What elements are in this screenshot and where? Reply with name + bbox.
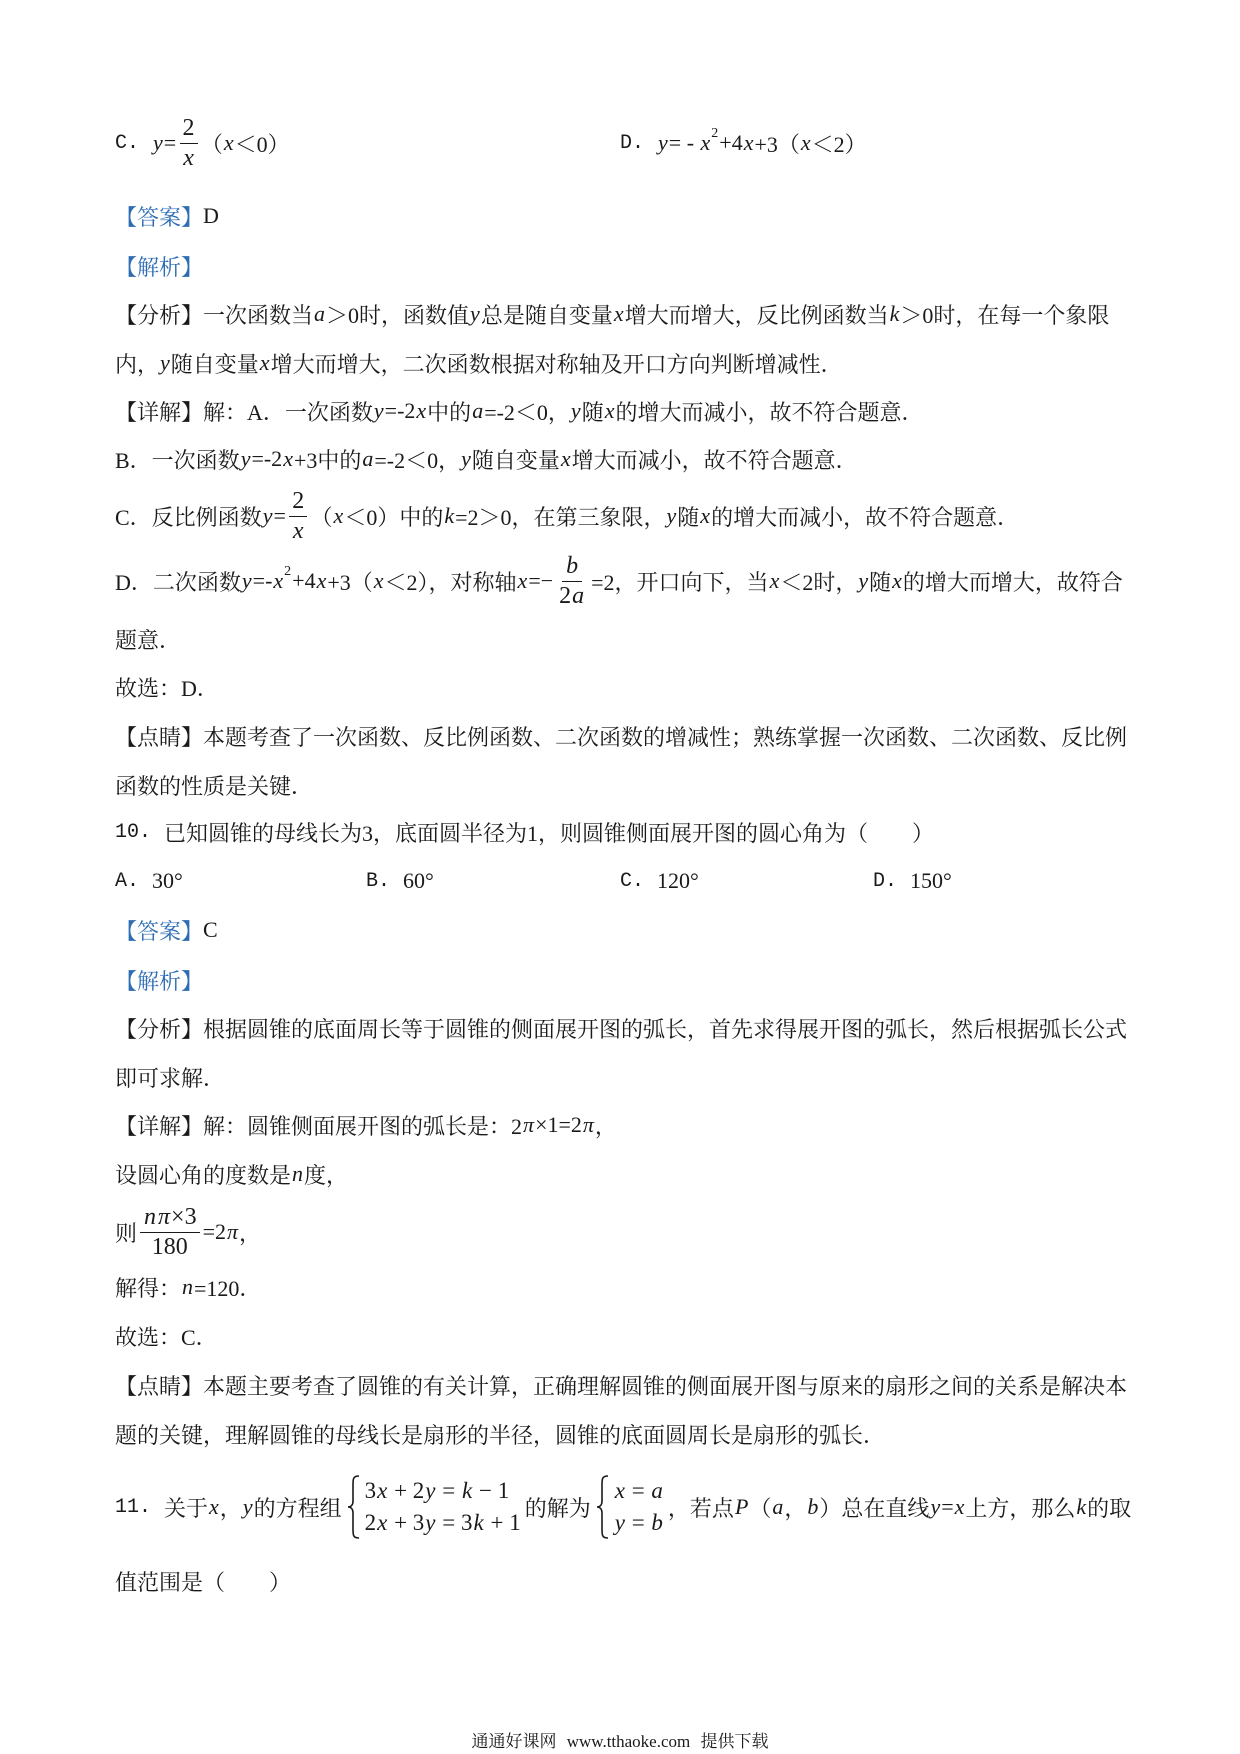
section-tag: 【答案】: [115, 918, 204, 944]
math-variable: x: [209, 1494, 219, 1519]
option-value: 30°: [152, 868, 183, 893]
math-variable: y: [666, 503, 677, 528]
math-variable: x: [613, 301, 624, 326]
math-variable: y: [930, 1494, 941, 1519]
math-variable: k: [444, 503, 455, 528]
text-run: ＞0时，函数值: [326, 302, 470, 328]
text-run: ＜2），对称轴: [384, 569, 517, 595]
q9-option-d: [620, 113, 867, 173]
section-tag: 【点睛】: [115, 724, 204, 750]
section-tag: 【详解】: [115, 1113, 204, 1139]
math-variable: k: [473, 1510, 484, 1535]
equation-row: [365, 1507, 521, 1539]
text-run: 解得：: [115, 1275, 182, 1301]
q10-option-c: [620, 851, 699, 911]
math-variable: x: [283, 446, 293, 471]
text-run: 2: [559, 582, 572, 609]
q10-detail-line-3: [115, 1202, 261, 1262]
math-variable: x: [292, 517, 304, 544]
math-variable: x: [316, 568, 327, 593]
text-run: 3: [364, 1478, 377, 1503]
math-variable: a: [314, 301, 326, 326]
text-run: + 3: [388, 1510, 425, 1535]
text-run: +3（: [754, 131, 800, 157]
math-variable: y: [373, 398, 384, 423]
text-run: 则: [115, 1220, 138, 1246]
q10-option-b: [366, 851, 434, 911]
fraction: [289, 488, 308, 545]
text-run: ＜2时，: [780, 569, 858, 595]
math-variable: y: [242, 1494, 253, 1519]
text-run: =: [273, 503, 286, 528]
q10-analysis-line-1: [115, 998, 1127, 1058]
text-run: =-2＜0，: [374, 447, 461, 473]
text-run: 增大而增大，反比例函数当: [624, 302, 889, 328]
text-run: 函数的性质是关键．: [115, 773, 314, 799]
math-variable: x: [273, 568, 284, 593]
math-variable: x: [614, 1478, 625, 1503]
math-variable: x: [892, 568, 902, 593]
math-variable: π: [227, 1219, 239, 1244]
option-label: B.: [366, 869, 391, 893]
text-run: C: [203, 917, 218, 942]
math-variable: a: [572, 582, 585, 609]
text-run: ，: [784, 1495, 807, 1521]
fraction-numerator: [140, 1204, 200, 1233]
math-variable: x: [700, 130, 711, 155]
text-run: + 1: [484, 1510, 521, 1535]
text-run: =-2: [251, 446, 283, 471]
text-run: 解：圆锥侧面展开图的弧长是：2: [203, 1113, 523, 1139]
text-run: =: [163, 130, 177, 155]
text-run: =2: [202, 1219, 227, 1244]
text-run: 上方，那么: [965, 1495, 1076, 1521]
text-run: +3（: [327, 569, 373, 595]
q10-option-d: [873, 851, 952, 911]
math-variable: π: [582, 1112, 594, 1137]
math-variable: x: [183, 144, 194, 171]
equation-row: [614, 1507, 664, 1539]
superscript: 2: [711, 126, 719, 141]
text-run: 根据圆锥的底面周长等于圆锥的侧面展开图的弧长，首先求得展开图的弧长，然后根据弧长公式: [203, 1016, 1128, 1042]
math-variable: b: [566, 552, 579, 579]
math-variable: y: [425, 1510, 436, 1535]
text-run: （: [200, 131, 223, 157]
text-run: 的增大而增大，故符合: [902, 569, 1123, 595]
text-run: + 2: [388, 1478, 425, 1503]
item-label: D.: [620, 131, 645, 155]
q11-stem-line-2: [115, 1551, 291, 1611]
brace-icon: [595, 1474, 611, 1540]
text-run: ＜0）: [234, 131, 290, 157]
text-run: 关于: [164, 1495, 209, 1521]
text-run: 题意．: [115, 627, 182, 653]
text-run: =-2＜0，: [484, 399, 570, 425]
math-variable: b: [807, 1494, 819, 1519]
equation-row: [365, 1475, 521, 1507]
math-variable: k: [462, 1478, 473, 1503]
math-variable: b: [651, 1510, 663, 1535]
text-run: D: [203, 203, 219, 228]
text-run: ＜0）中的: [344, 504, 444, 530]
text-run: 即可求解．: [115, 1065, 226, 1091]
page-footer: [0, 1726, 1240, 1752]
option-label: D.: [873, 869, 898, 893]
math-variable: x: [769, 568, 780, 593]
text-run: 的解为: [524, 1495, 591, 1521]
text-run: =120．: [194, 1275, 262, 1301]
text-run: ，: [239, 1220, 262, 1246]
math-variable: x: [416, 398, 427, 423]
text-run: =: [941, 1494, 954, 1519]
text-run: ，: [219, 1495, 242, 1521]
math-variable: y: [461, 446, 471, 471]
math-variable: k: [1076, 1494, 1087, 1519]
text-run: =2＞0，在第三象限，: [455, 504, 666, 530]
equation-row: [614, 1475, 664, 1507]
option-label: C.: [620, 869, 645, 893]
text-run: ，若点: [667, 1495, 734, 1521]
text-run: ＞0时，在每一个象限: [900, 302, 1110, 328]
math-variable: x: [743, 130, 754, 155]
section-tag: 【解析】: [115, 254, 204, 280]
text-run: +3中的: [293, 447, 362, 473]
fraction-denominator: [289, 517, 308, 545]
text-run: ＜2）: [811, 131, 867, 157]
math-variable: P: [734, 1494, 749, 1519]
section-tag: 【详解】: [115, 399, 204, 425]
text-run: 题的关键，理解圆锥的母线长是扇形的半径，圆锥的底面圆周长是扇形的弧长．: [115, 1422, 886, 1448]
text-run: D．二次函数: [115, 569, 241, 595]
math-variable: x: [517, 568, 528, 593]
math-variable: k: [889, 301, 900, 326]
math-variable: y: [470, 301, 480, 326]
text-run: 2: [364, 1510, 377, 1535]
text-run: =: [625, 1510, 651, 1535]
text-run: 随自变量: [471, 447, 560, 473]
text-run: ，: [594, 1113, 617, 1139]
math-variable: y: [570, 398, 581, 423]
text-run: ×3: [171, 1203, 197, 1230]
item-label: 10.: [115, 820, 152, 844]
text-run: ×1=2: [535, 1112, 582, 1137]
option-value: 60°: [403, 868, 434, 893]
section-tag: 【点睛】: [115, 1373, 204, 1399]
math-variable: y: [425, 1478, 436, 1503]
text-run: 中的: [427, 399, 472, 425]
option-value: 120°: [657, 868, 699, 893]
q10-detail-line-2: [115, 1144, 348, 1204]
fraction: [556, 553, 588, 610]
math-variable: x: [377, 1478, 388, 1503]
equation-system: [595, 1474, 664, 1540]
text-run: 随自变量: [170, 351, 259, 377]
text-run: 随: [869, 569, 892, 595]
text-run: = 3: [436, 1510, 473, 1535]
text-run: 增大而减小，故不符合题意．: [571, 447, 858, 473]
choose-text: 故选：C．: [115, 1324, 218, 1350]
text-run: 本题考查了一次函数、反比例函数、二次函数的增减性；熟练掌握一次函数、二次函数、反比例: [203, 724, 1128, 750]
text-run: 2: [292, 487, 305, 514]
text-run: 解：A．一次函数: [203, 399, 373, 425]
fraction-numerator: [180, 115, 198, 144]
section-tag: 【答案】: [115, 204, 204, 230]
math-variable: x: [333, 503, 344, 528]
text-run: 2: [182, 114, 195, 141]
item-label: 11.: [115, 1495, 152, 1519]
section-tag: 【解析】: [115, 968, 204, 994]
fraction: [140, 1204, 200, 1261]
fraction-numerator: [562, 553, 582, 582]
option-label: A.: [115, 869, 140, 893]
math-variable: y: [241, 568, 252, 593]
math-variable: a: [472, 398, 484, 423]
q9-detail-line-2: [115, 429, 858, 489]
text-run: 的方程组: [253, 1495, 342, 1521]
text-run: 值范围是（ ）: [115, 1569, 292, 1595]
section-tag: 【分析】: [115, 1016, 204, 1042]
text-run: = -: [668, 130, 700, 155]
text-run: C．反比例函数: [115, 504, 262, 530]
math-variable: n: [292, 1161, 304, 1186]
text-run: 一次函数当: [203, 302, 314, 328]
fraction-denominator: [556, 582, 588, 610]
fraction-denominator: [179, 144, 198, 172]
text-run: （: [749, 1495, 772, 1521]
q9-detail-line-3: [115, 486, 1019, 546]
text-run: +4: [292, 568, 316, 593]
q9-detail-line-4: [115, 551, 1123, 611]
text-run: （: [310, 504, 333, 530]
text-run: B．一次函数: [115, 447, 240, 473]
math-variable: y: [262, 503, 273, 528]
choose-text: 故选：D．: [115, 675, 219, 701]
math-variable: n: [182, 1274, 194, 1299]
math-variable: x: [560, 446, 571, 471]
math-variable: y: [153, 130, 163, 155]
item-label: C.: [115, 131, 140, 155]
text-run: =-: [252, 568, 273, 593]
text-run: 的取: [1087, 1495, 1132, 1521]
math-variable: x: [604, 398, 615, 423]
option-value: 150°: [910, 868, 952, 893]
text-run: 的增大而减小，故不符合题意．: [615, 399, 924, 425]
math-variable: a: [772, 1494, 784, 1519]
text-run: − 1: [473, 1478, 510, 1503]
text-run: 已知圆锥的母线长为3，底面圆半径为1，则圆锥侧面展开图的圆心角为（ ）: [164, 820, 935, 846]
text-run: 度，: [304, 1162, 349, 1188]
section-tag: 【分析】: [115, 302, 204, 328]
math-variable: π: [523, 1112, 535, 1137]
text-run: =−: [528, 568, 554, 593]
text-run: +4: [719, 130, 743, 155]
equation-system: [346, 1474, 521, 1540]
math-variable: x: [259, 350, 270, 375]
text-run: 随: [677, 504, 700, 530]
q10-stem: [115, 802, 934, 862]
math-variable: x: [700, 503, 711, 528]
math-variable: x: [800, 130, 811, 155]
superscript: 2: [284, 564, 292, 579]
math-variable: y: [240, 446, 251, 471]
fraction: [179, 115, 198, 172]
math-variable: x: [954, 1494, 965, 1519]
q10-comment-line-2: [115, 1404, 885, 1464]
text-run: 的增大而减小，故不符合题意．: [711, 504, 1020, 530]
fraction-numerator: [289, 488, 307, 517]
text-run: 内，: [115, 351, 160, 377]
math-variable: π: [158, 1203, 171, 1230]
math-variable: n: [144, 1203, 157, 1230]
math-variable: y: [858, 568, 869, 593]
equation-rows: [365, 1475, 521, 1539]
equation-rows: [614, 1475, 664, 1539]
text-run: 180: [151, 1233, 188, 1260]
text-run: =: [436, 1478, 461, 1503]
math-variable: x: [223, 130, 234, 155]
q9-option-c: [115, 113, 290, 173]
math-variable: a: [651, 1478, 663, 1503]
q11-stem-line-1: [115, 1467, 1131, 1547]
brace-icon: [346, 1474, 362, 1540]
text-run: ）总在直线: [819, 1495, 930, 1521]
math-variable: y: [160, 350, 170, 375]
math-variable: x: [373, 568, 384, 593]
text-run: =2，开口向下，当: [591, 569, 769, 595]
text-run: =: [625, 1478, 651, 1503]
text-run: 增大而增大，二次函数根据对称轴及开口方向判断增减性．: [270, 351, 843, 377]
math-variable: x: [377, 1510, 388, 1535]
text-run: 本题主要考查了圆锥的有关计算，正确理解圆锥的侧面展开图与原来的扇形之间的关系是解决本: [203, 1373, 1128, 1399]
footer-text: 通通好课网 www.tthaoke.com 提供下载: [471, 1731, 769, 1751]
text-run: =-2: [384, 398, 416, 423]
math-variable: a: [362, 446, 374, 471]
math-variable: y: [614, 1510, 625, 1535]
text-run: 随: [581, 399, 604, 425]
text-run: 总是随自变量: [480, 302, 613, 328]
text-run: 设圆心角的度数是: [115, 1162, 292, 1188]
math-variable: y: [658, 130, 668, 155]
